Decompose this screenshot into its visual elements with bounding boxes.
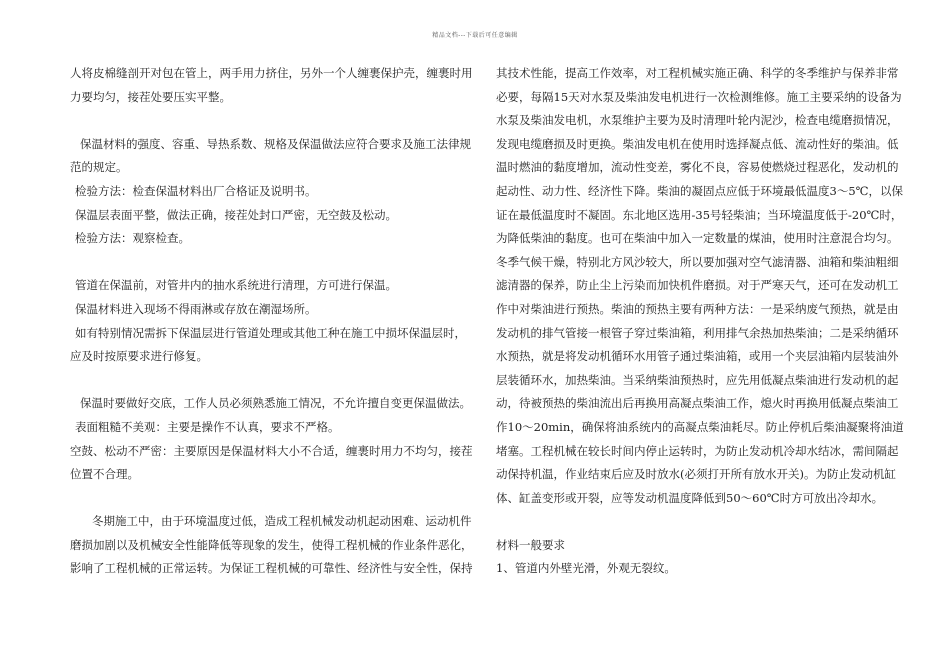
text-line: 力要均匀，接茬处要压实平整。	[70, 89, 231, 104]
page-header: 精品文档---下载后可任意编辑	[432, 32, 518, 39]
right-column	[496, 62, 904, 581]
text-line: 滤清器的保养，防止尘上污染而加快机件磨损。对于严寒天气，还可在发动机工	[496, 278, 899, 293]
paragraph-gap	[496, 510, 888, 534]
text-line: 保温层表面平整，做法正确，接茬处封口严密，无空鼓及松动。	[75, 207, 397, 222]
paragraph-gap	[70, 487, 460, 511]
text-line: 1、管道内外壁光滑，外观无裂纹。	[496, 561, 676, 576]
text-line: 人将皮棉缝剖开对包在管上，两手用力挤住，另外一个人缠裹保护壳，缠裹时用	[70, 66, 473, 80]
text-line: 水预热，就是将发动机循环水用管子通过柴油箱，或用一个夹层油箱内层装油外	[496, 349, 899, 364]
text-line: 水泵及柴油发电机，水泵维护主要为及时清理叶轮内泥沙，检查电缆磨损情况，	[496, 113, 899, 128]
text-line: 磨损加剧以及机械安全性能降低等现象的发生，使得工程机械的作业条件恶化，	[70, 537, 473, 552]
text-line: 影响了工程机械的正常运转。为保证工程机械的可靠性、经济性与安全性，保持	[70, 561, 473, 576]
text-line: 范的规定。	[70, 160, 128, 175]
text-line: 为降低柴油的黏度。也可在柴油中加入一定数量的煤油，使用时注意混合均匀。	[496, 231, 899, 246]
text-line: 冬季气候干燥，特别北方风沙较大，所以要加强对空气滤清器、油箱和柴油粗细	[496, 254, 899, 269]
text-line: 应及时按原要求进行修复。	[70, 349, 208, 364]
text-line: 起动性、动力性、经济性下降。柴油的凝固点应低于环境最低温度3～5℃，以保	[496, 183, 903, 198]
text-line: 管道在保温前，对管井内的抽水系统进行清理，方可进行保温。	[75, 278, 397, 293]
paragraph-gap	[70, 369, 460, 393]
text-line: 证在最低温度时不凝固。东北地区选用-35号轻柴油；当环境温度低于-20℃时，	[496, 207, 903, 222]
text-line: 作10～20min，确保将油系统内的高凝点柴油耗尽。防止停机后柴油凝聚将油道	[496, 419, 904, 434]
text-line: 其技术性能，提高工作效率，对工程机械实施正确、科学的冬季维护与保养非常	[496, 66, 899, 80]
text-line: 动保持机温，作业结束后应及时放水(必须打开所有放水开关)。为防止发动机缸	[496, 467, 896, 482]
text-line: 作中对柴油进行预热。柴油的预热主要有两种方法：一是采纳废气预热，就是由	[496, 301, 899, 316]
text-line: 表面粗糙不美观：主要是操作不认真，要求不严格。	[75, 419, 340, 434]
text-line: 检验方法：观察检查。	[75, 231, 190, 246]
text-line: 冬期施工中，由于环境温度过低，造成工程机械发动机起动困难、运动机件	[92, 514, 472, 529]
paragraph-gap	[70, 251, 460, 275]
text-line: 发现电缆磨损及时更换。柴油发电机在使用时选择凝点低、流动性好的柴油。低	[496, 136, 899, 151]
text-line: 动，待被预热的柴油流出后再换用高凝点柴油工作，熄火时再换用低凝点柴油工	[496, 396, 899, 411]
text-line: 检验方法：检查保温材料出厂合格证及说明书。	[75, 183, 317, 198]
text-line: 温时燃油的黏度增加，流动性变差，雾化不良，容易使燃烧过程恶化，发动机的	[496, 160, 899, 175]
section-heading: 材料一般要求	[496, 537, 565, 552]
text-line: 发动机的排气管接一根管子穿过柴油箱，利用排气余热加热柴油；二是采纳循环	[496, 325, 899, 340]
text-line: 空鼓、松动不严密：主要原因是保温材料大小不合适，缠裹时用力不均匀，接茬	[70, 443, 473, 458]
text-line: 保温材料的强度、容重、导热系数、规格及保温做法应符合要求及施工法律规	[80, 136, 471, 151]
text-line: 位置不合理。	[70, 467, 139, 482]
text-line: 体、缸盖变形或开裂，应等发动机温度降低到50～60℃时方可放出冷却水。	[496, 490, 884, 505]
text-line: 堵塞。工程机械在较长时间内停止运转时，为防止发动机冷却水结冰，需间隔起	[496, 443, 899, 458]
text-line: 必要，每隔15天对水泵及柴油发电机进行一次检测维修。施工主要采纳的设备为	[496, 89, 902, 104]
left-column	[70, 62, 473, 581]
text-line: 保温材料进入现场不得雨淋或存放在潮湿场所。	[75, 301, 317, 316]
text-line: 如有特别情况需拆下保温层进行管道处理或其他工种在施工中损坏保温层时，	[75, 325, 466, 340]
text-line: 层装循环水，加热柴油。当采纳柴油预热时，应先用低凝点柴油进行发动机的起	[496, 372, 899, 387]
text-line: 保温时要做好交底，工作人员必须熟悉施工情况，不允许擅自变更保温做法。	[80, 396, 471, 411]
paragraph-gap	[70, 109, 460, 133]
